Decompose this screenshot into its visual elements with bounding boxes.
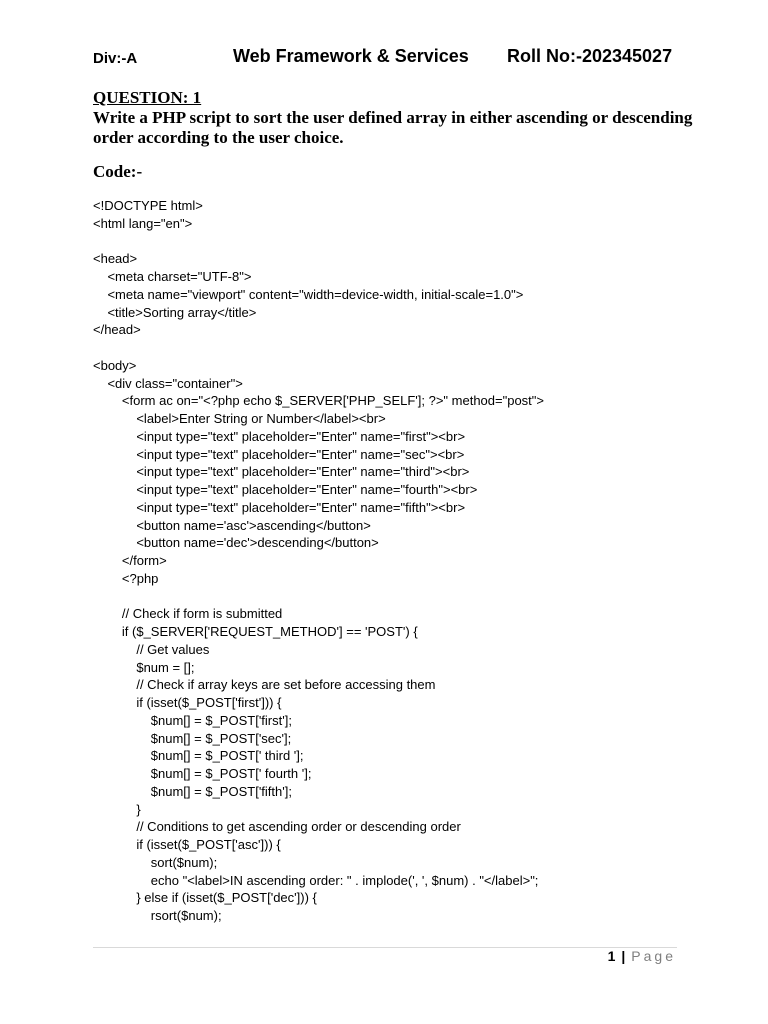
code-line: <?php bbox=[93, 570, 159, 586]
code-line: <input type="text" placeholder="Enter" name="first"><br> bbox=[93, 428, 466, 444]
code-line: <input type="text" placeholder="Enter" name="fifth"><br> bbox=[93, 499, 466, 515]
code-line: $num = []; bbox=[93, 659, 195, 675]
code-line: // Check if form is submitted bbox=[93, 606, 283, 622]
code-line: <button name='asc'>ascending</button> bbox=[93, 517, 371, 533]
code-heading: Code:- bbox=[93, 162, 143, 181]
code-line: $num[] = $_POST[' fourth ']; bbox=[93, 766, 312, 781]
code-line: $num[] = $_POST[' third ']; bbox=[93, 748, 304, 764]
code-line: <form ac on="<?php echo $_SERVER['PHP_SELF']; ?>" method="post"> bbox=[93, 393, 544, 409]
page-label: Page bbox=[631, 948, 676, 964]
code-line: if ($_SERVER['REQUEST_METHOD'] == 'POST') { bbox=[93, 624, 418, 639]
code-line: <!DOCTYPE html> bbox=[93, 198, 203, 213]
code-block bbox=[93, 197, 693, 925]
code-line: if (isset($_POST['asc'])) { bbox=[93, 837, 281, 852]
code-line: <head> bbox=[93, 251, 138, 267]
code-line: <meta name="viewport" content="width=device-width, initial-scale=1.0"> bbox=[93, 286, 524, 302]
question-heading: QUESTION: 1 bbox=[93, 88, 202, 107]
code-line bbox=[93, 588, 693, 606]
page-footer bbox=[560, 948, 676, 964]
roll-number: Roll No:-202345027 bbox=[507, 46, 673, 66]
code-line: rsort($num); bbox=[93, 908, 222, 923]
code-line: // Check if array keys are set before accessing them bbox=[93, 677, 436, 693]
question-text: Write a PHP script to sort the user defined array in either ascending or descending order according to the user choice. bbox=[93, 108, 693, 147]
code-line: <button name='dec'>descending</button> bbox=[93, 535, 379, 551]
code-line: // Conditions to get ascending order or descending order bbox=[93, 819, 461, 835]
code-line: <meta charset="UTF-8"> bbox=[93, 269, 252, 284]
code-line: $num[] = $_POST['first']; bbox=[93, 712, 292, 728]
code-line: <label>Enter String or Number</label><br> bbox=[93, 411, 386, 426]
code-line: $num[] = $_POST['sec']; bbox=[93, 730, 292, 746]
code-line: <body> bbox=[93, 357, 137, 373]
page-header bbox=[93, 44, 678, 68]
page-number: 1 bbox=[607, 948, 616, 964]
code-line: </head> bbox=[93, 322, 141, 338]
code-line: sort($num); bbox=[93, 854, 218, 870]
code-line: echo "<label>IN ascending order: " . implode(', ', $num) . "</label>"; bbox=[93, 872, 539, 888]
code-line: <title>Sorting array</title> bbox=[93, 304, 257, 320]
code-line: <html lang="en"> bbox=[93, 215, 193, 231]
code-line: } bbox=[93, 801, 141, 817]
page-separator: | bbox=[621, 948, 626, 964]
code-line: </form> bbox=[93, 553, 167, 568]
division-label: Div:-A bbox=[93, 50, 138, 67]
code-line bbox=[93, 339, 693, 357]
code-line: } else if (isset($_POST['dec'])) { bbox=[93, 890, 317, 906]
code-line: <input type="text" placeholder="Enter" name="sec"><br> bbox=[93, 446, 465, 462]
code-line: <input type="text" placeholder="Enter" name="third"><br> bbox=[93, 464, 470, 480]
code-line bbox=[93, 233, 693, 251]
code-line: <input type="text" placeholder="Enter" name="fourth"><br> bbox=[93, 482, 478, 497]
code-line: <div class="container"> bbox=[93, 375, 243, 391]
code-line: // Get values bbox=[93, 641, 210, 657]
subject-title: Web Framework & Services bbox=[233, 46, 469, 66]
code-line: if (isset($_POST['first'])) { bbox=[93, 695, 282, 710]
code-line: $num[] = $_POST['fifth']; bbox=[93, 783, 292, 799]
